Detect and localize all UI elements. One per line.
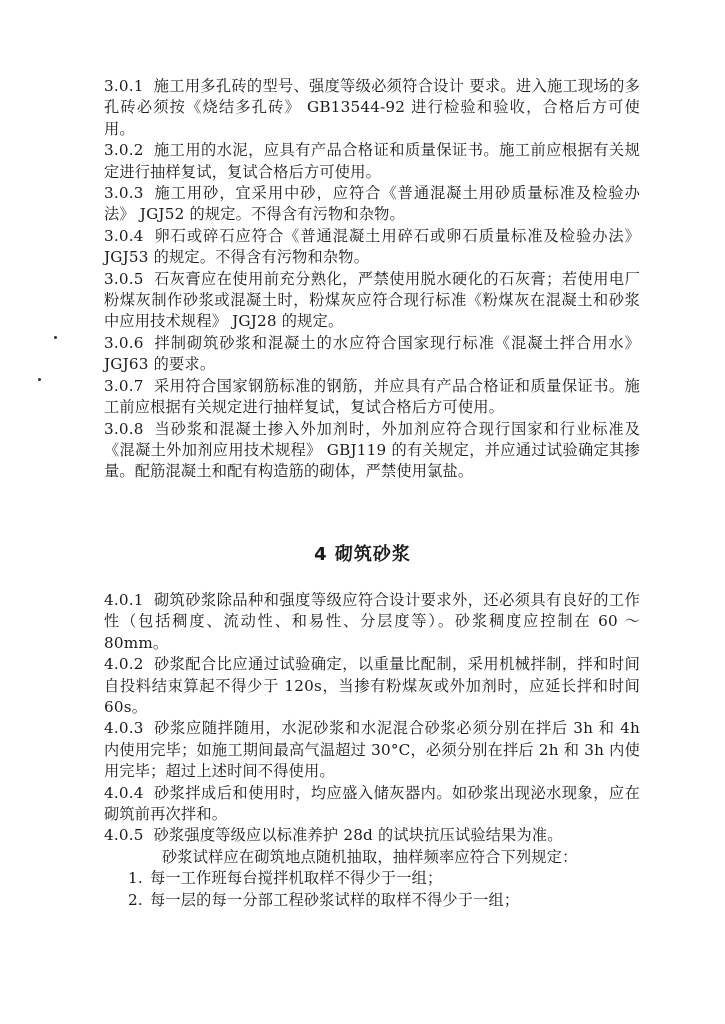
scan-speck: [54, 336, 57, 339]
sampling-intro: 砂浆试样应在砌筑地点随机抽取，抽样频率应符合下列规定：: [162, 847, 578, 866]
clause-number: 4.0.3: [104, 719, 144, 738]
scan-speck: [38, 378, 41, 381]
clause-text: 砂浆强度等级应以标准养护 28d 的试块抗压试验结果为准。: [153, 826, 563, 845]
clause-3-0-5: [104, 269, 640, 333]
clause-text: 砂浆配合比应通过试验确定，以重量比配制，采用机械拌制，拌和时间自投料结束算起不得少于 120s，当掺有粉煤灰或外加剂时，应延长拌和时间 60s。: [104, 655, 640, 717]
section-4-clauses: [104, 590, 640, 911]
list-text: 每一工作班每台搅拌机取样不得少于一组；: [150, 869, 443, 888]
list-number: 2.: [128, 890, 143, 909]
sampling-item-1: [104, 868, 640, 889]
clause-text: 砌筑砂浆除品种和强度等级应符合设计要求外，还必须具有良好的工作性（包括稠度、流动性、和易性、分层度等）。砂浆稠度应控制在 60 ～ 80mm。: [104, 591, 640, 652]
clause-number: 3.0.1: [104, 77, 144, 95]
clause-number: 3.0.8: [104, 419, 144, 438]
clause-3-0-2: [104, 140, 640, 183]
clause-number: 3.0.2: [104, 141, 144, 160]
clause-number: 4.0.2: [104, 655, 144, 674]
list-text: 每一层的每一分部工程砂浆试样的取样不得少于一组；: [150, 890, 520, 909]
clause-3-0-1: [104, 76, 640, 140]
clause-4-0-2: [104, 654, 640, 718]
clause-3-0-8: [104, 419, 640, 483]
clause-number: 3.0.7: [104, 376, 144, 395]
clause-4-0-5: [104, 825, 640, 846]
clause-text: 石灰膏应在使用前充分熟化，严禁使用脱水硬化的石灰膏；若使用电厂粉煤灰制作砂浆或混凝土时，粉煤灰应符合现行标准《粉煤灰在混凝土和砂浆中应用技术规程》 JGJ28 的规定。: [104, 269, 640, 331]
section-heading: 4 砌筑砂浆: [314, 544, 411, 565]
clause-text: 施工用的水泥，应具有产品合格证和质量保证书。施工前应根据有关规定进行抽样复试，复试合格后方可使用。: [104, 141, 640, 181]
clause-text: 卵石或碎石应符合《普通混凝土用碎石或卵石质量标准及检验办法》 JGJ53 的规定。不得含有污物和杂物。: [104, 226, 640, 267]
sampling-item-2: [104, 890, 640, 911]
clause-number: 4.0.1: [104, 591, 144, 609]
clause-number: 4.0.4: [104, 783, 144, 802]
clause-text: 施工用砂，宜采用中砂，应符合《普通混凝土用砂质量标准及检验办法》 JGJ52 的规定。不得含有污物和杂物。: [104, 184, 640, 224]
clause-text: 采用符合国家钢筋标准的钢筋，并应具有产品合格证和质量保证书。施工前应根据有关规定进行抽样复试，复试合格后方可使用。: [104, 376, 640, 417]
clause-text: 砂浆应随拌随用，水泥砂浆和水泥混合砂浆必须分别在拌后 3h 和 4h 内使用完毕；如施工期间最高气温超过 30°C，必须分别在拌后 2h 和 3h 内使用完毕；超过上述时间不得使用。: [104, 719, 640, 781]
clause-number: 3.0.3: [104, 184, 144, 203]
clause-3-0-6: [104, 333, 640, 376]
clause-number: 3.0.6: [104, 333, 144, 352]
section-3-clauses: [104, 76, 640, 483]
clause-3-0-7: [104, 376, 640, 419]
clause-number: 3.0.4: [104, 226, 144, 245]
clause-number: 3.0.5: [104, 269, 144, 288]
clause-4-0-1: [104, 590, 640, 654]
clause-text: 拌制砌筑砂浆和混凝土的水应符合国家现行标准《混凝土拌合用水》 JGJ63 的要求。: [104, 333, 640, 374]
clause-3-0-4: [104, 226, 640, 269]
clause-number: 4.0.5: [104, 826, 144, 845]
clause-4-0-4: [104, 783, 640, 826]
clause-3-0-3: [104, 183, 640, 226]
clause-text: 砂浆拌成后和使用时，均应盛入储灰器内。如砂浆出现泌水现象，应在砌筑前再次拌和。: [104, 783, 640, 824]
clause-4-0-3: [104, 718, 640, 782]
clause-text: 施工用多孔砖的型号、强度等级必须符合设计 要求。进入施工现场的多孔砖必须按《烧结多孔砖》 GB13544-92 进行检验和验收，合格后方可使用。: [104, 77, 640, 138]
clause-text: 当砂浆和混凝土掺入外加剂时，外加剂应符合现行国家和行业标准及《混凝土外加剂应用技术规程》 GBJ119 的有关规定，并应通过试验确定其掺量。配筋混凝土和配有构造筋的砌体，严禁使用氯盐。: [104, 419, 640, 481]
list-number: 1.: [128, 869, 143, 888]
